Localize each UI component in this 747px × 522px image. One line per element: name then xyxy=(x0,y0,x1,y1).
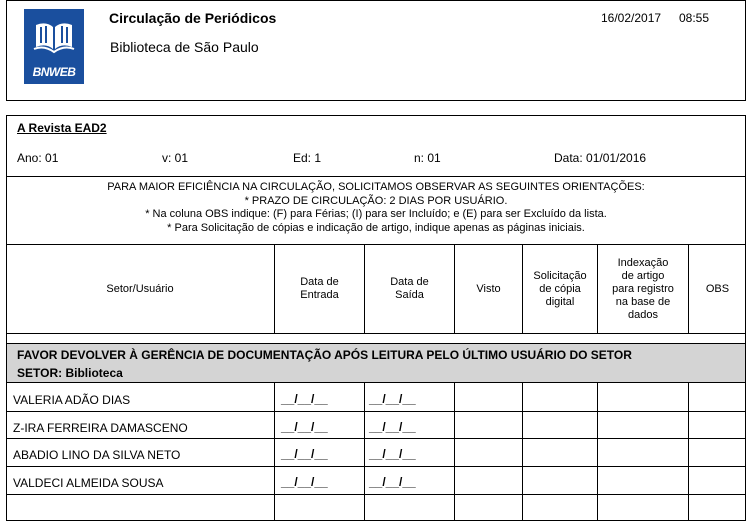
instruction-line: * Para Solicitação de cópias e indicação de artigo, indique apenas as páginas iniciais. xyxy=(167,221,585,234)
periodical-title: A Revista EAD2 xyxy=(17,121,107,135)
instruction-line: * Na coluna OBS indique: (F) para Férias; (I) para ser Incluído; e (E) para ser Excluído da lista. xyxy=(145,208,607,220)
col-header-saida: Data de Saída xyxy=(390,276,429,301)
instruction-line: PARA MAIOR EFICIÊNCIA NA CIRCULAÇÃO, SOLICITAMOS OBSERVAR AS SEGUINTES ORIENTAÇÕES: xyxy=(107,181,645,193)
issue-number: n: 01 xyxy=(414,151,441,165)
exit-date-blank[interactable]: __/__/__ xyxy=(369,420,416,434)
entry-date-blank[interactable]: __/__/__ xyxy=(281,447,328,461)
logo-text: BNWEB xyxy=(32,65,76,79)
instructions xyxy=(6,181,746,235)
entry-date-blank[interactable]: __/__/__ xyxy=(281,392,328,406)
col-header-setor: Setor/Usuário xyxy=(106,282,174,295)
col-header-copia: Solicitação de cópia digital xyxy=(533,269,587,308)
issue-year: Ano: 01 xyxy=(17,151,59,165)
book-icon xyxy=(32,17,76,55)
instruction-line: * PRAZO DE CIRCULAÇÃO: 2 DIAS POR USUÁRIO. xyxy=(244,194,508,207)
user-name: Z-IRA FERREIRA DAMASCENO xyxy=(13,421,188,435)
exit-date-blank[interactable]: __/__/__ xyxy=(369,447,416,461)
entry-date-blank[interactable]: __/__/__ xyxy=(281,475,328,489)
section-setor: SETOR: Biblioteca xyxy=(17,366,123,380)
exit-date-blank[interactable]: __/__/__ xyxy=(369,392,416,406)
report-title: Circulação de Periódicos xyxy=(109,10,277,26)
user-name: VALERIA ADÃO DIAS xyxy=(13,393,131,407)
return-notice: FAVOR DEVOLVER À GERÊNCIA DE DOCUMENTAÇÃO APÓS LEITURA PELO ÚLTIMO USUÁRIO DO SETOR xyxy=(17,348,632,362)
bnweb-logo xyxy=(24,9,84,84)
print-time: 08:55 xyxy=(679,11,710,25)
exit-date-blank[interactable]: __/__/__ xyxy=(369,475,416,489)
issue-edition: Ed: 1 xyxy=(293,151,322,165)
col-header-obs: OBS xyxy=(705,282,730,295)
col-header-entrada: Data de Entrada xyxy=(300,276,339,301)
entry-date-blank[interactable]: __/__/__ xyxy=(281,420,328,434)
user-name: ABADIO LINO DA SILVA NETO xyxy=(13,448,181,462)
user-name: VALDECI ALMEIDA SOUSA xyxy=(13,476,164,490)
print-date: 16/02/2017 xyxy=(601,11,662,25)
col-header-visto: Visto xyxy=(476,282,501,295)
col-header-indexacao: Indexação de artigo para registro na base de dados xyxy=(612,256,674,321)
issue-date: Data: 01/01/2016 xyxy=(554,151,647,165)
issue-volume: v: 01 xyxy=(162,151,189,165)
library-name: Biblioteca de São Paulo xyxy=(110,39,259,55)
